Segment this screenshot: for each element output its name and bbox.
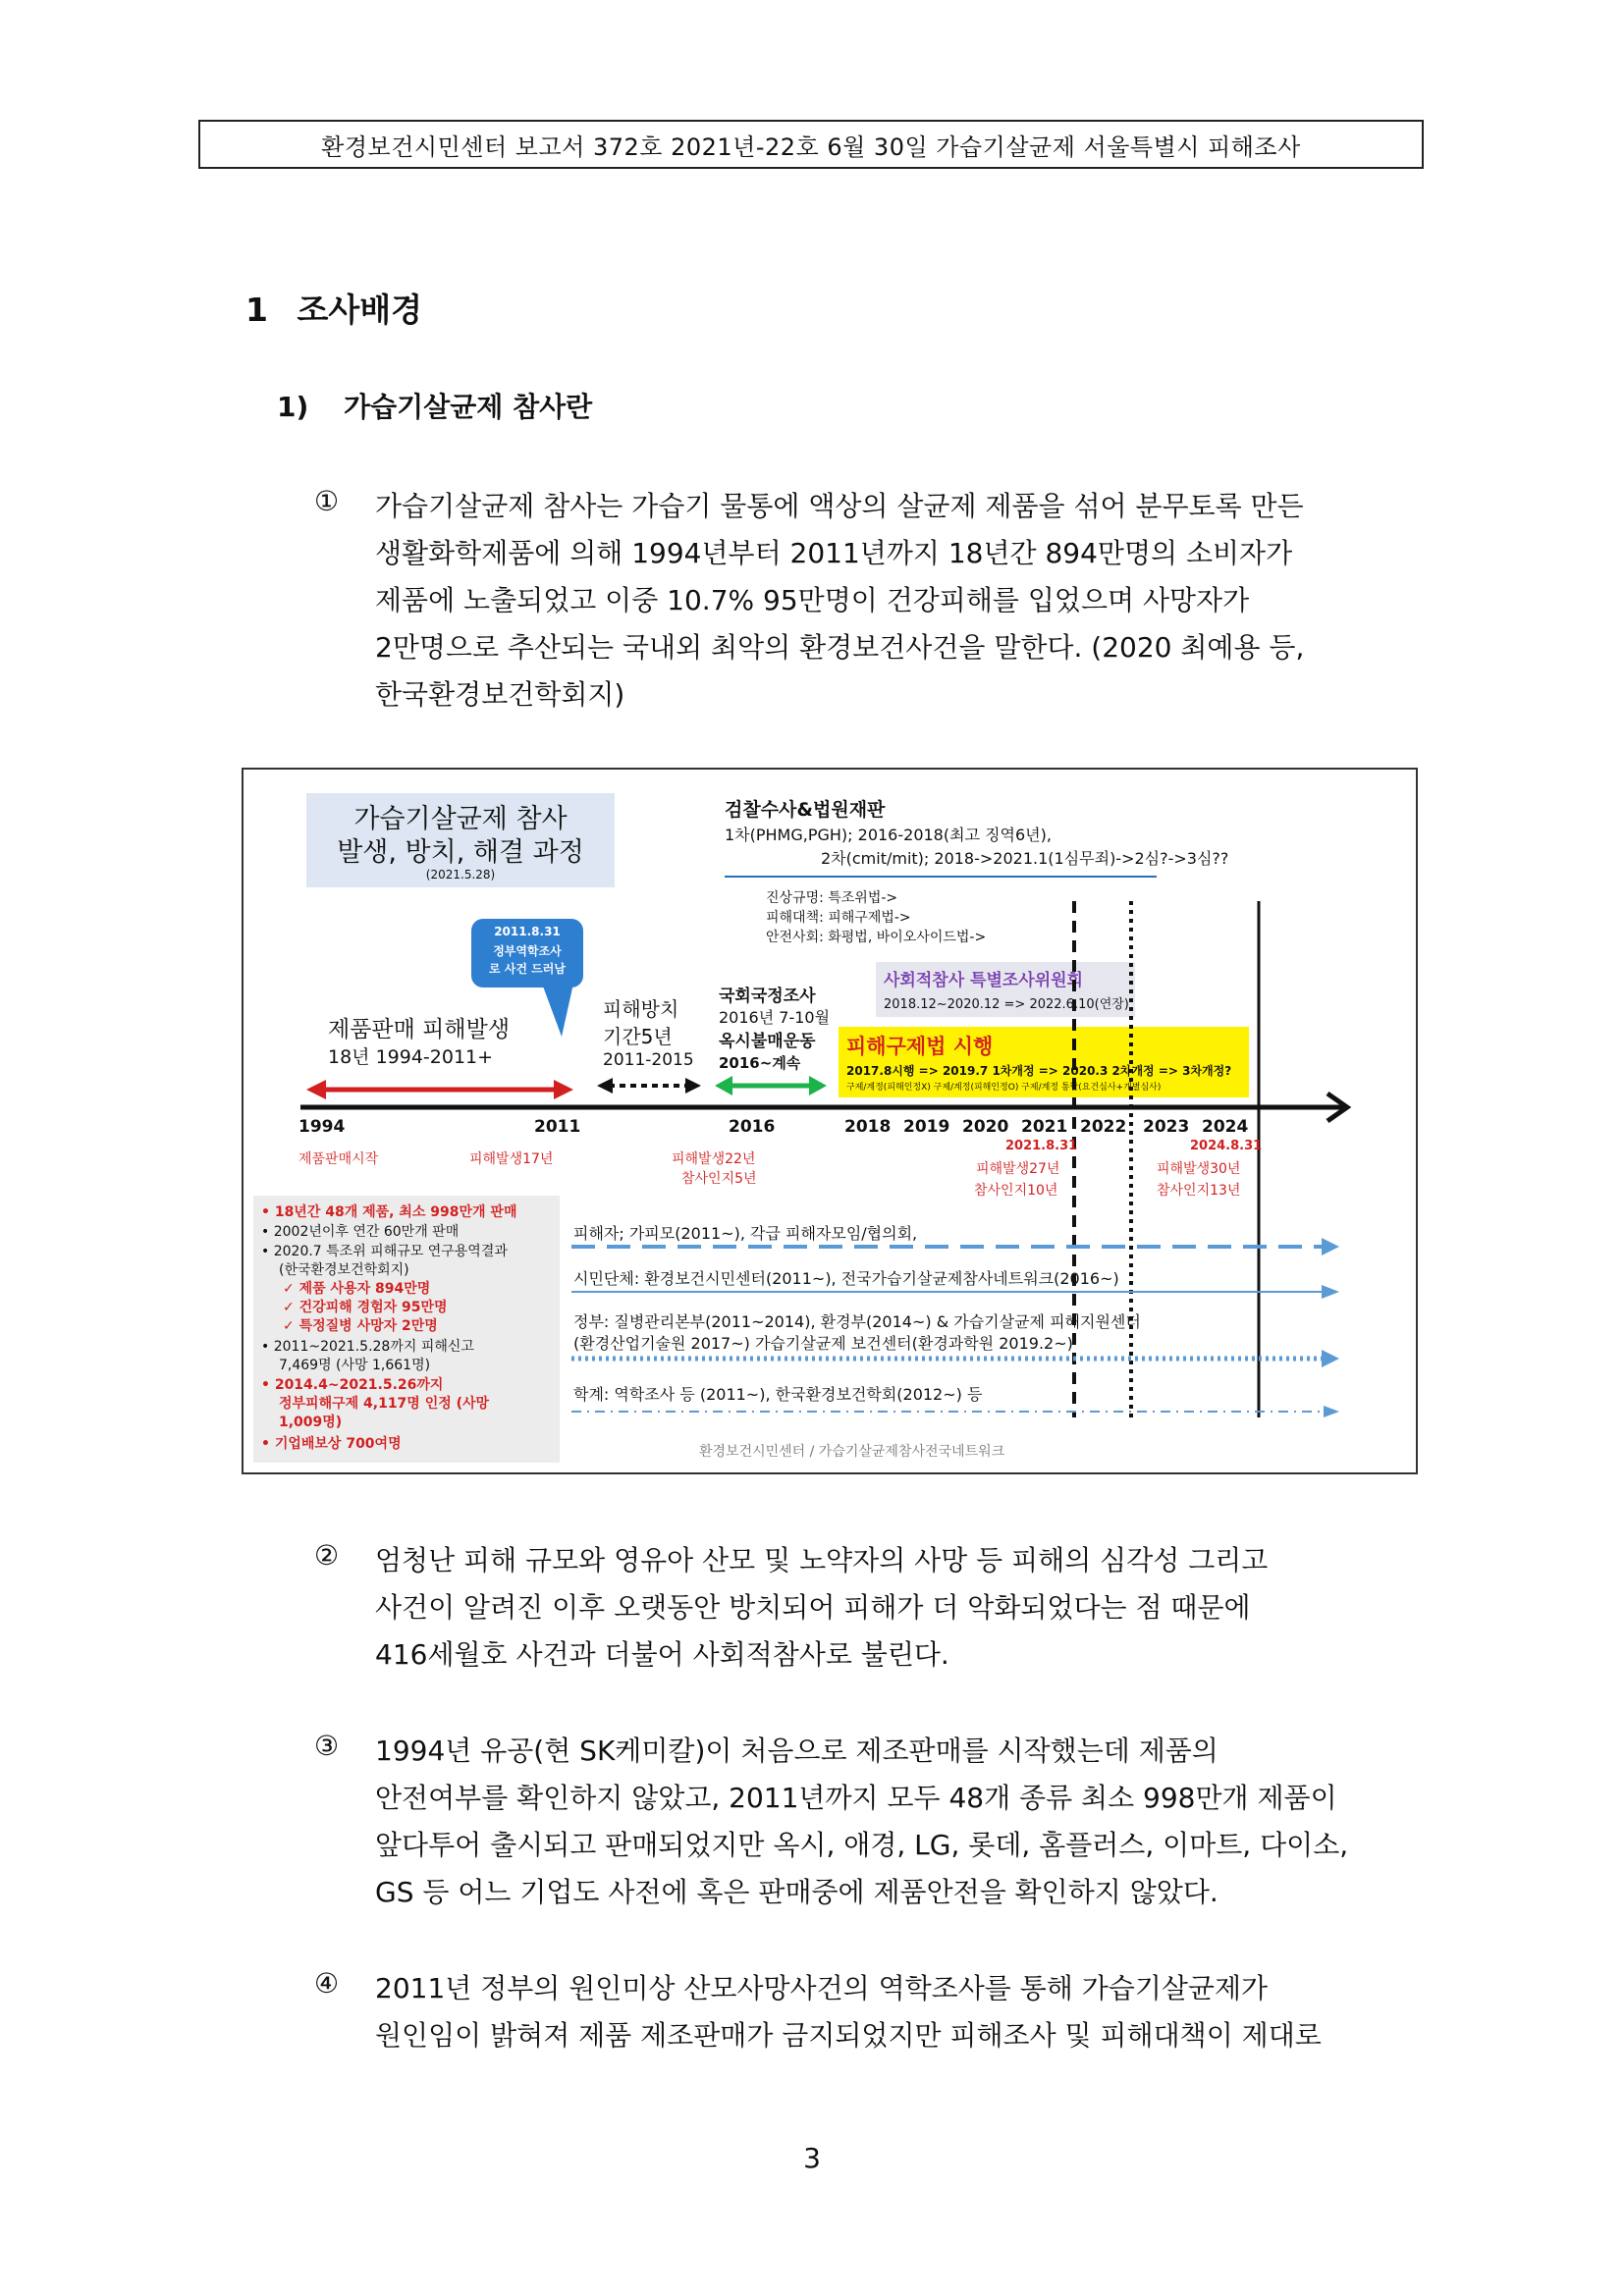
prosecution-line2: 2차(cmit/mit); 2018->2021.1(1심무죄)->2심?->3심?? (821, 849, 1229, 868)
paragraph-line: GS 등 어느 기업도 사전에 혹은 판매중에 제품안전을 확인하지 않았다. (375, 1876, 1218, 1908)
sales-line2: 18년 1994-2011+ (328, 1046, 494, 1068)
stat-item: 정부피해구제 4,117명 인정 (사망 (279, 1396, 490, 1412)
stat-item: 7,469명 (사망 1,661명) (279, 1358, 431, 1373)
prosecution-line1: 1차(PHMG,PGH); 2016-2018(최고 징역6년), (725, 826, 1052, 844)
year-note: 피해발생17년 (469, 1151, 554, 1167)
stat-item: • 2020.7 특조위 피해규모 연구용역결과 (261, 1244, 508, 1259)
figure-title-date: (2021.5.28) (425, 868, 496, 881)
figure-title-line2: 발생, 방치, 해결 과정 (337, 837, 584, 868)
law-line: 안전사회: 화평법, 바이오사이드법-> (766, 930, 987, 945)
assembly-line3: 옥시불매운동 (719, 1032, 816, 1051)
year-label: 2023 (1143, 1117, 1190, 1137)
stat-item: • 기업배보상 700여명 (261, 1436, 402, 1452)
paragraph-line: 안전여부를 확인하지 않았고, 2011년까지 모두 48개 종류 최소 998만개 제품이 (375, 1782, 1337, 1814)
assembly-line4: 2016~계속 (719, 1054, 801, 1072)
assembly-line2: 2016년 7-10월 (719, 1008, 831, 1027)
year-label: 2018 (844, 1117, 892, 1137)
paragraph-line: 엄청난 피해 규모와 영유아 산모 및 노약자의 사망 등 피해의 심각성 그리고 (375, 1544, 1269, 1576)
actor-victims: 피해자; 가피모(2011~), 각급 피해자모임/협의회, (573, 1224, 918, 1243)
year-note: 피해발생30년 (1157, 1161, 1241, 1177)
stat-item: ✓ 특정질병 사망자 2만명 (283, 1318, 438, 1334)
assembly-line1: 국회국정조사 (719, 987, 816, 1006)
assembly-arrow-right-head (809, 1076, 827, 1095)
paragraph-line: 사건이 알려진 이후 오랫동안 방치되어 피해가 더 악화되었다는 점 때문에 (375, 1591, 1251, 1624)
figure-title-line1: 가습기살균제 참사 (353, 804, 568, 834)
year-note: 2024.8.31 (1190, 1139, 1263, 1153)
section-title (245, 285, 422, 331)
report-header-text: 환경보건시민센터 보고서 372호 2021년-22호 6월 30일 가습기살균제 서울특별시 피해조사 (321, 133, 1301, 161)
sales-line1: 제품판매 피해발생 (328, 1017, 511, 1042)
commission-period: 2018.12~2020.12 => 2022.6.10(연장) (884, 997, 1129, 1012)
callout-line1: 2011.8.31 (494, 925, 561, 938)
relief-law-line2: 구제/계정(피해인정X) 구제/계정(피해인정O) 구제/계정 통합(요건심사+개별심사) (846, 1083, 1162, 1093)
neglect-arrow-right-head (685, 1078, 701, 1094)
callout-line3: 로 사건 드러남 (489, 962, 566, 976)
year-label: 2011 (534, 1117, 581, 1137)
sales-arrow-right-head (554, 1080, 573, 1099)
timeline-figure (242, 768, 1418, 1474)
relief-law-line1: 2017.8시행 => 2019.7 1차개정 => 2020.3 2차개정 => 3차개정? (846, 1064, 1232, 1078)
stat-item: • 18년간 48개 제품, 최소 998만개 판매 (261, 1204, 517, 1220)
paragraph-line: 416세월호 사건과 더불어 사회적참사로 불린다. (375, 1638, 949, 1671)
stat-item: ✓ 제품 사용자 894만명 (283, 1281, 431, 1297)
neglect-line2: 기간5년 (603, 1025, 673, 1048)
paragraph-line: 가습기살균제 참사는 가습기 물통에 액상의 살균제 제품을 섞어 분무토록 만든 (375, 490, 1304, 522)
year-note: 참사인지5년 (681, 1171, 757, 1187)
paragraph-line: 제품에 노출되었고 이중 10.7% 95만명이 건강피해를 입었으며 사망자가 (375, 584, 1250, 616)
subsection-title (277, 386, 592, 425)
year-label: 2024 (1202, 1117, 1249, 1137)
paragraph-number: ① (314, 485, 340, 517)
year-label: 2019 (903, 1117, 950, 1137)
year-label: 2021 (1021, 1117, 1068, 1137)
paragraph-line: 1994년 유공(현 SK케미칼)이 처음으로 제조판매를 시작했는데 제품의 (375, 1735, 1218, 1767)
stat-item: ✓ 건강피해 경험자 95만명 (283, 1300, 448, 1315)
year-label: 2022 (1080, 1117, 1127, 1137)
subsection-number: 1) (277, 391, 309, 423)
section-title-text: 조사배경 (297, 291, 422, 329)
sales-arrow-left-head (306, 1080, 326, 1099)
stat-item: • 2002년이후 연간 60만개 판매 (261, 1224, 460, 1240)
paragraph-line: 생활화학제품에 의해 1994년부터 2011년까지 18년간 894만명의 소비자가 (375, 537, 1293, 569)
year-label: 2020 (962, 1117, 1009, 1137)
year-note: 2021.8.31 (1005, 1139, 1078, 1153)
stat-item: • 2014.4~2021.5.26까지 (261, 1377, 444, 1393)
page-number: 3 (803, 2142, 821, 2174)
assembly-arrow-left-head (715, 1076, 732, 1095)
stat-item: 1,009명) (279, 1415, 343, 1430)
paragraph-line: 2011년 정부의 원인미상 산모사망사건의 역학조사를 통해 가습기살균제가 (375, 1972, 1269, 2004)
figure-source: 환경보건시민센터 / 가습기살균제참사전국네트워크 (699, 1444, 1005, 1460)
paragraph-line: 원인임이 밝혀져 제품 제조판매가 금지되었지만 피해조사 및 피해대책이 제대로 (375, 2019, 1322, 2052)
year-label: 2016 (729, 1117, 776, 1137)
neglect-arrow-left-head (597, 1078, 613, 1094)
relief-law-title: 피해구제법 시행 (846, 1035, 994, 1058)
neglect-line3: 2011-2015 (603, 1050, 694, 1070)
law-line: 피해대책: 피해구제법-> (766, 910, 911, 926)
callout-line2: 정부역학조사 (493, 944, 562, 958)
stat-item: (한국환경보건학회지) (279, 1262, 409, 1278)
paragraph-number: ④ (314, 1967, 340, 2000)
paragraph-line: 한국환경보건학회지) (375, 678, 625, 711)
law-line: 진상규명: 특조위법-> (766, 890, 898, 906)
paragraph-line: 2만명으로 추산되는 국내외 최악의 환경보건사건을 말한다. (2020 최예용 등, (375, 631, 1305, 664)
year-note: 피해발생27년 (976, 1161, 1060, 1177)
section-number: 1 (245, 291, 268, 329)
actor-government: 정부: 질병관리본부(2011~2014), 환경부(2014~) & 가습기살균제 피해지원센터 (573, 1312, 1141, 1331)
report-header (198, 120, 1424, 169)
paragraph-number: ② (314, 1539, 340, 1572)
year-note: 제품판매시작 (298, 1151, 379, 1167)
actor-academia: 학계: 역학조사 등 (2011~), 한국환경보건학회(2012~) 등 (573, 1385, 983, 1404)
prosecution-title: 검찰수사&법원재판 (725, 799, 886, 821)
paragraph-number: ③ (314, 1730, 340, 1762)
stat-item: • 2011~2021.5.28까지 피해신고 (261, 1339, 474, 1355)
year-note: 참사인지13년 (1157, 1183, 1241, 1199)
subsection-title-text: 가습기살균제 참사란 (344, 391, 593, 423)
year-label: 1994 (298, 1117, 346, 1137)
commission-title: 사회적참사 특별조사위원회 (884, 971, 1083, 990)
year-note: 참사인지10년 (974, 1183, 1058, 1199)
actor-government-2: (환경산업기술원 2017~) 가습기살균제 보건센터(환경과학원 2019.2~) (573, 1334, 1073, 1353)
paragraph-line: 앞다투어 출시되고 판매되었지만 옥시, 애경, LG, 롯데, 홈플러스, 이마트, 다이소, (375, 1829, 1349, 1861)
neglect-line1: 피해방치 (603, 997, 679, 1021)
actor-civic: 시민단체: 환경보건시민센터(2011~), 전국가습기살균제참사네트워크(2016~) (573, 1269, 1119, 1288)
year-note: 피해발생22년 (672, 1151, 756, 1167)
